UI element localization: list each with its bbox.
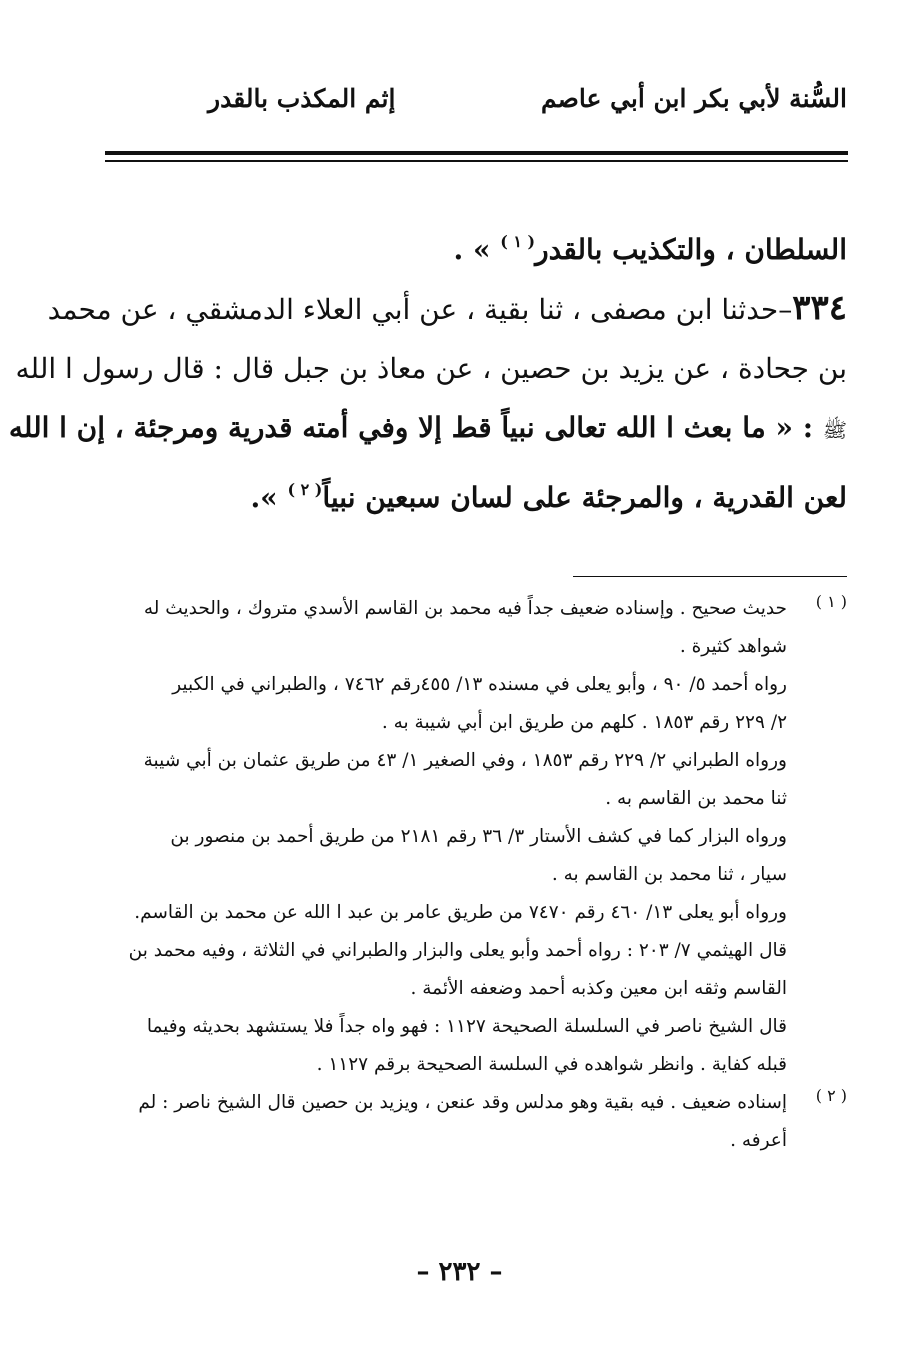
- main-line-2: [47, 279, 847, 339]
- header-rule-thin: [105, 160, 848, 162]
- footnote-line: إسناده ضعيف . فيه بقية وهو مدلس وقد عنعن ، ويزيد بن حصين قال الشيخ ناصر : لم: [138, 1092, 787, 1113]
- page-number: – ٢٣٢ –: [416, 1257, 503, 1287]
- footnote-line: رواه أحمد ٥/ ٩٠ ، وأبو يعلى في مسنده ١٣/ ٤٥٥رقم ٧٤٦٢ ، والطبراني في الكبير: [172, 674, 787, 695]
- main-line-5: [97, 460, 847, 527]
- footnote-line: سيار ، ثنا محمد بن القاسم به .: [551, 864, 787, 885]
- footnote-2: [97, 1084, 847, 1160]
- main-line-4-text: : « ما بعث ا الله تعالى نبياً قط إلا وفي أمته قدرية ومرجئة ، إن ا الله: [8, 411, 823, 444]
- footnote-1: [97, 590, 847, 1084]
- running-header-book-title: السُّنة لأبي بكر ابن أبي عاصم: [540, 84, 847, 113]
- main-line-4: [8, 398, 847, 460]
- footnote-line: قال الشيخ ناصر في السلسلة الصحيحة ١١٢٧ : فهو واه جداً فلا يستشهد بحديثه وفيما: [146, 1016, 787, 1037]
- footnote-line: ورواه أبو يعلى ١٣/ ٤٦٠ رقم ٧٤٧٠ من طريق عامر بن عبد ا الله عن محمد بن القاسم.: [134, 902, 787, 923]
- footnote-separator: [573, 576, 847, 577]
- header-rule-thick: [105, 151, 848, 155]
- footnote-line: شواهد كثيرة .: [679, 636, 787, 657]
- footnote-ref-2[interactable]: ( ٢ ): [287, 480, 323, 499]
- main-line-3: بن جحادة ، عن يزيد بن حصين ، عن معاذ بن جبل قال : قال رسول ا الله: [15, 352, 847, 385]
- running-header-chapter-title: إثم المكذب بالقدر: [208, 84, 396, 113]
- footnote-line: قال الهيثمي ٧/ ٢٠٣ : رواه أحمد وأبو يعلى والبزار والطبراني في الثلاثة ، وفيه محمد بن: [128, 940, 787, 961]
- main-line-5-end: ».: [250, 481, 288, 514]
- footnote-line: ٢/ ٢٢٩ رقم ١٨٥٣ . كلهم من طريق ابن أبي شيبة به .: [381, 712, 787, 733]
- main-line-1-end: » .: [453, 233, 501, 266]
- footnote-2-marker: ( ٢ ): [815, 1086, 847, 1105]
- footnote-line: القاسم وثقه ابن معين وكذبه أحمد وضعفه الأئمة .: [410, 978, 787, 999]
- main-text: [8, 212, 847, 527]
- main-line-1-text: السلطان ، والتكذيب بالقدر: [535, 233, 847, 266]
- footnote-line: حديث صحيح . وإسناده ضعيف جداً فيه محمد بن القاسم الأسدي متروك ، والحديث له: [143, 598, 787, 619]
- footnote-line: قبله كفاية . وانظر شواهده في السلسة الصحيحة برقم ١١٢٧ .: [316, 1054, 787, 1075]
- footnotes: [97, 590, 847, 1160]
- main-line-5-text: لعن القدرية ، والمرجئة على لسان سبعين نبياً: [322, 481, 847, 514]
- footnote-line: أعرفه .: [730, 1130, 787, 1151]
- footnote-line: ورواه البزار كما في كشف الأستار ٣/ ٣٦ رقم ٢١٨١ من طريق أحمد بن منصور بن: [170, 826, 787, 847]
- footnote-1-marker: ( ١ ): [815, 592, 847, 611]
- footnote-line: ثنا محمد بن القاسم به .: [605, 788, 787, 809]
- main-line-2-text: –حدثنا ابن مصفى ، ثنا بقية ، عن أبي العلاء الدمشقي ، عن محمد: [47, 293, 793, 326]
- main-line-1: [97, 212, 847, 279]
- hadith-number: ٣٣٤: [792, 288, 847, 328]
- footnote-ref-1[interactable]: ( ١ ): [500, 232, 536, 251]
- salla-glyph: ﷺ: [822, 418, 847, 442]
- footnote-line: ورواه الطبراني ٢/ ٢٢٩ رقم ١٨٥٣ ، وفي الصغير ١/ ٤٣ من طريق عثمان بن أبي شيبة: [143, 750, 787, 771]
